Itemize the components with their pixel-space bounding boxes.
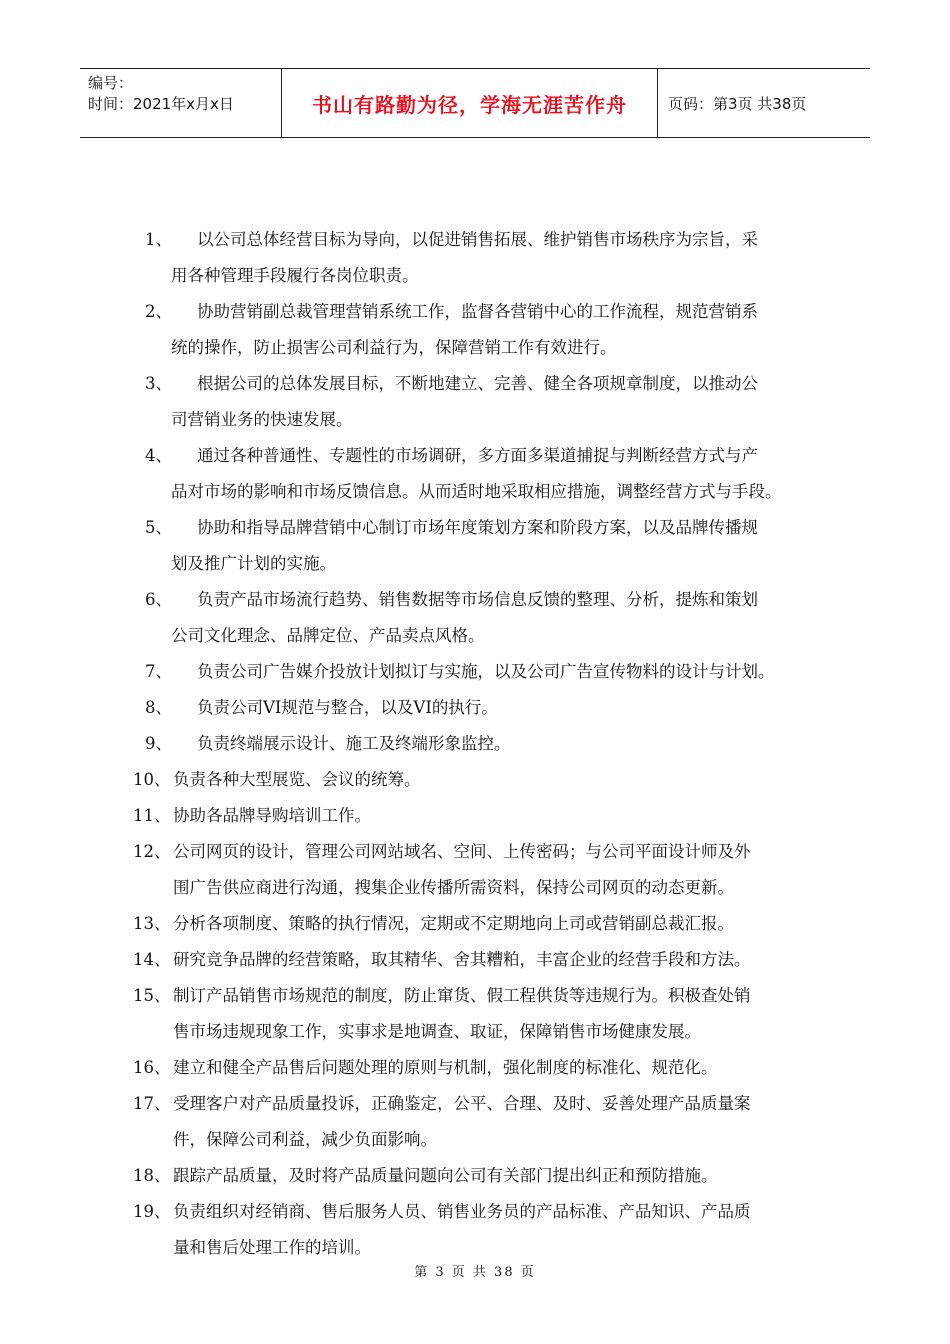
item-number: 9、 bbox=[145, 734, 172, 753]
item-text bbox=[171, 366, 863, 438]
item-text bbox=[173, 762, 863, 798]
header-motto: 书山有路勤为径，学海无涯苦作舟 bbox=[282, 69, 658, 137]
header-page-info: 页码：第3页 共38页 bbox=[668, 94, 807, 113]
list-item bbox=[133, 1194, 863, 1266]
list-item bbox=[133, 582, 863, 654]
item-text bbox=[197, 654, 863, 690]
item-number: 17、 bbox=[133, 1094, 171, 1113]
item-line-first: 公司网页的设计，管理公司网站域名、空间、上传密码；与公司平面设计师及外 bbox=[173, 842, 751, 861]
item-line-first: 分析各项制度、策略的执行情况，定期或不定期地向上司或营销副总裁汇报。 bbox=[173, 914, 734, 933]
header-meta bbox=[80, 69, 282, 137]
list-item bbox=[133, 438, 863, 510]
item-line-first: 协助营销副总裁管理营销系统工作，监督各营销中心的工作流程，规范营销系 bbox=[197, 302, 758, 321]
item-text bbox=[171, 294, 863, 366]
item-line-first: 制订产品销售市场规范的制度，防止窜货、假工程供货等违规行为。积极查处销 bbox=[173, 986, 751, 1005]
list-item bbox=[133, 1086, 863, 1158]
item-line-rest: 件，保障公司利益，减少负面影响。 bbox=[173, 1130, 437, 1149]
item-line-rest: 围广告供应商进行沟通，搜集企业传播所需资料，保持公司网页的动态更新。 bbox=[173, 878, 734, 897]
item-line-first: 负责公司广告媒介投放计划拟订与实施，以及公司广告宣传物料的设计与计划。 bbox=[197, 662, 775, 681]
item-number: 3、 bbox=[145, 374, 172, 393]
list-item bbox=[133, 726, 863, 762]
item-line-rest: 量和售后处理工作的培训。 bbox=[173, 1238, 371, 1257]
item-number: 2、 bbox=[145, 302, 172, 321]
item-number: 4、 bbox=[145, 446, 172, 465]
item-line-rest: 公司文化理念、品牌定位、产品卖点风格。 bbox=[171, 626, 485, 645]
item-text bbox=[173, 798, 863, 834]
item-line-rest: 司营销业务的快速发展。 bbox=[171, 410, 353, 429]
item-text bbox=[197, 726, 863, 762]
item-line-first: 负责公司VI规范与整合，以及VI的执行。 bbox=[197, 698, 498, 717]
item-text bbox=[173, 1194, 863, 1266]
item-line-rest: 统的操作，防止损害公司利益行为，保障营销工作有效进行。 bbox=[171, 338, 617, 357]
item-line-first: 通过各种普通性、专题性的市场调研，多方面多渠道捕捉与判断经营方式与产 bbox=[197, 446, 758, 465]
list-item bbox=[133, 906, 863, 942]
item-number: 18、 bbox=[133, 1166, 171, 1185]
item-text bbox=[173, 1086, 863, 1158]
item-number: 10、 bbox=[133, 770, 171, 789]
responsibility-list bbox=[133, 222, 863, 1266]
list-item bbox=[133, 366, 863, 438]
document-number-label: 编号： bbox=[88, 74, 134, 92]
item-number: 15、 bbox=[133, 986, 171, 1005]
list-item bbox=[133, 510, 863, 582]
item-text bbox=[173, 978, 863, 1050]
page-footer: 第 3 页 共 38 页 bbox=[414, 1265, 536, 1280]
item-line-first: 受理客户对产品质量投诉，正确鉴定，公平、合理、及时、妥善处理产品质量案 bbox=[173, 1094, 751, 1113]
item-line-rest: 用各种管理手段履行各岗位职责。 bbox=[171, 266, 419, 285]
list-item bbox=[133, 1158, 863, 1194]
list-item bbox=[133, 690, 863, 726]
item-line-rest: 划及推广计划的实施。 bbox=[171, 554, 336, 573]
item-number: 19、 bbox=[133, 1202, 171, 1221]
item-number: 8、 bbox=[145, 698, 172, 717]
item-line-first: 协助各品牌导购培训工作。 bbox=[173, 806, 371, 825]
list-item bbox=[133, 222, 863, 294]
item-text bbox=[171, 438, 863, 510]
item-line-first: 研究竞争品牌的经营策略，取其精华、舍其糟粕，丰富企业的经营手段和方法。 bbox=[173, 950, 751, 969]
item-text bbox=[171, 222, 863, 294]
item-number: 6、 bbox=[145, 590, 172, 609]
page-header bbox=[80, 68, 870, 138]
item-line-first: 协助和指导品牌营销中心制订市场年度策划方案和阶段方案，以及品牌传播规 bbox=[197, 518, 758, 537]
item-text bbox=[171, 582, 863, 654]
list-item bbox=[133, 798, 863, 834]
item-line-first: 负责各种大型展览、会议的统筹。 bbox=[173, 770, 421, 789]
list-item bbox=[133, 1050, 863, 1086]
item-text bbox=[197, 690, 863, 726]
list-item bbox=[133, 942, 863, 978]
document-date: 时间：2021年x月x日 bbox=[88, 95, 234, 113]
item-line-first: 跟踪产品质量，及时将产品质量问题向公司有关部门提出纠正和预防措施。 bbox=[173, 1166, 718, 1185]
list-item bbox=[133, 294, 863, 366]
item-number: 13、 bbox=[133, 914, 171, 933]
item-text bbox=[173, 1050, 863, 1086]
item-number: 12、 bbox=[133, 842, 171, 861]
item-line-first: 负责产品市场流行趋势、销售数据等市场信息反馈的整理、分析，提炼和策划 bbox=[197, 590, 758, 609]
item-line-first: 以公司总体经营目标为导向，以促进销售拓展、维护销售市场秩序为宗旨，采 bbox=[197, 230, 758, 249]
item-text bbox=[171, 510, 863, 582]
item-number: 7、 bbox=[145, 662, 172, 681]
item-line-first: 负责组织对经销商、售后服务人员、销售业务员的产品标准、产品知识、产品质 bbox=[173, 1202, 751, 1221]
item-line-first: 根据公司的总体发展目标，不断地建立、完善、健全各项规章制度，以推动公 bbox=[197, 374, 758, 393]
item-number: 14、 bbox=[133, 950, 171, 969]
item-number: 16、 bbox=[133, 1058, 171, 1077]
item-line-rest: 售市场违规现象工作，实事求是地调查、取证，保障销售市场健康发展。 bbox=[173, 1022, 701, 1041]
item-text bbox=[173, 834, 863, 906]
item-number: 11、 bbox=[133, 806, 171, 825]
list-item bbox=[133, 978, 863, 1050]
item-number: 5、 bbox=[145, 518, 172, 537]
list-item bbox=[133, 762, 863, 798]
list-item bbox=[133, 654, 863, 690]
item-line-first: 建立和健全产品售后问题处理的原则与机制，强化制度的标准化、规范化。 bbox=[173, 1058, 718, 1077]
item-text bbox=[173, 906, 863, 942]
item-line-rest: 品对市场的影响和市场反馈信息。从而适时地采取相应措施，调整经营方式与手段。 bbox=[171, 482, 782, 501]
item-number: 1、 bbox=[145, 230, 172, 249]
item-text bbox=[173, 942, 863, 978]
list-item bbox=[133, 834, 863, 906]
item-line-first: 负责终端展示设计、施工及终端形象监控。 bbox=[197, 734, 511, 753]
item-text bbox=[173, 1158, 863, 1194]
